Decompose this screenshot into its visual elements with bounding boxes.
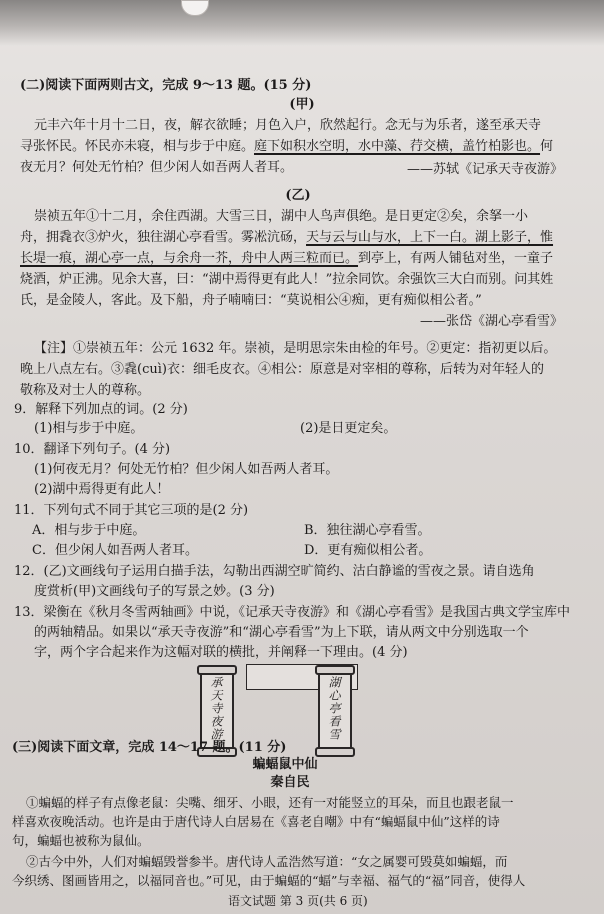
yi-line-1: 崇祯五年①十二月，余住西湖。大雪三日，湖中人鸟声俱绝。是日更定②矣，余拏一小 <box>34 209 529 224</box>
yi-underlined-part-2: 长堤一痕，湖心亭一点，与余舟一芥，舟中人两三粒而已。 <box>20 251 359 266</box>
jia-line-3: 夜无月？何处无竹柏？但少闲人如吾两人者耳。 <box>20 160 294 175</box>
q10-prompt: 10．翻译下列句子。(4 分) <box>14 442 171 457</box>
notes-line-2: 晚上八点左右。③毳(cuì)衣：细毛皮衣。④相公：原意是对宰相的尊称，后转为对年轻人的 <box>20 362 544 377</box>
p1-line-3: 句，蝙蝠也被称为鼠仙。 <box>12 833 150 848</box>
jia-line-1: 元丰六年十月十二日，夜，解衣欲睡；月色入户，欣然起行。念无与为乐者，遂至承天寺 <box>34 118 542 133</box>
jia-underlined-sentence: 庭下如积水空明，水中藻、荇交横，盖竹柏影也。 <box>254 139 541 154</box>
couplet-right-scroll <box>318 670 352 752</box>
q10-item-1: (1)何夜无月？何处无竹柏？但少闲人如吾两人者耳。 <box>34 462 339 477</box>
q9-item-2: (2)是日更定矣。 <box>300 421 397 436</box>
q13-line-1: 13．梁衡在《秋月冬雪两轴画》中说，《记承天寺夜游》和《湖心亭看雪》是我国古典文学宝库中 <box>14 605 571 620</box>
yi-line-5: 氏，是金陵人，客此。及下船，舟子喃喃曰：“莫说相公④痴，更有痴似相公者。” <box>20 293 482 308</box>
q11-prompt: 11．下列句式不同于其它三项的是(2 分) <box>14 503 249 518</box>
notes-line-3: 敬称及对士人的尊称。 <box>20 383 151 398</box>
q13-line-3: 字，两个字合起来作为这幅对联的横批，并阐释一下理由。(4 分) <box>34 645 408 660</box>
yi-source: ——张岱《湖心亭看雪》 <box>420 314 564 329</box>
article-author: 秦自民 <box>270 775 310 790</box>
yi-line-2: 舟，拥毳衣③炉火，独往湖心亭看雪。雾凇沆砀，天与云与山与水，上下一白。湖上影子，惟 <box>20 230 554 245</box>
scroll-cap <box>197 665 237 675</box>
q13-line-2: 的两轴精品。如果以“承天寺夜游”和“湖心亭看雪”为上下联，请从两文中分别选取一个 <box>34 625 529 640</box>
p1-line-1: ①蝙蝠的样子有点像老鼠：尖嘴、细牙、小眼，还有一对能竖立的耳朵，而且也跟老鼠一 <box>26 795 514 810</box>
yi-underlined-part-1: 天与云与山与水，上下一白。湖上影子，惟 <box>306 230 554 245</box>
couplet-left-text: 承天寺夜游 <box>209 676 223 741</box>
section3-heading: (三)阅读下面文章，完成 14～17 题。(11 分) <box>12 740 287 755</box>
yi-line-3: 长堤一痕，湖心亭一点，与余舟一芥，舟中人两三粒而已。到亭上，有两人铺毡对坐，一童子 <box>20 251 554 266</box>
scroll-cap <box>315 665 355 675</box>
q11-option-b: B．独往湖心亭看雪。 <box>304 523 431 538</box>
p1-line-2: 样喜欢夜晚活动。也许是由于唐代诗人白居易在《喜老自嘲》中有“蝙蝠鼠中仙”这样的诗 <box>12 814 500 829</box>
q9-item-1: (1)相与步于中庭。 <box>34 421 144 436</box>
p2-line-1: ②古今中外，人们对蝙蝠毁誉参半。唐代诗人孟浩然写道：“女之属婴可毁莫如蝙蝠，而 <box>26 854 508 869</box>
q10-item-2: (2)湖中焉得更有此人！ <box>34 482 170 497</box>
page-footer: 语文试题 第 3 页(共 6 页) <box>228 894 368 908</box>
yi-title: (乙) <box>285 188 311 203</box>
jia-line-2: 寻张怀民。怀民亦未寝，相与步于中庭。庭下如积水空明，水中藻、荇交横，盖竹柏影也。何 <box>20 139 554 154</box>
article-title: 蝙蝠鼠中仙 <box>252 757 318 772</box>
top-shadow <box>0 0 604 46</box>
q12-line-1: 12．(乙)文画线句子运用白描手法，勾勒出西湖空旷简约、沽白静谧的雪夜之景。请自选角 <box>14 564 535 579</box>
q11-option-a: A．相与步于中庭。 <box>32 523 146 538</box>
q9-prompt: 9．解释下列加点的词。(2 分) <box>14 402 188 417</box>
notes-line-1: 【注】①崇祯五年：公元 1632 年。崇祯，是明思宗朱由检的年号。②更定：指初更以后。 <box>34 341 557 356</box>
jia-title: (甲) <box>289 97 315 112</box>
q11-option-d: D．更有痴似相公者。 <box>304 543 432 558</box>
couplet-right-text: 湖心亭看雪 <box>327 676 341 741</box>
q11-option-c: C．但少闲人如吾两人者耳。 <box>32 543 198 558</box>
yi-line-4: 烧酒，炉正沸。见余大喜，曰：“湖中焉得更有此人！”拉余同饮。余强饮三大白而别。问其姓 <box>20 272 554 287</box>
q12-line-2: 度赏析(甲)文画线句子的写景之妙。(3 分) <box>34 584 275 599</box>
p2-line-2: 今织绣、图画皆用之，以福同音也。”可见，由于蝙蝠的“蝠”与幸福、福气的“福”同音，使得人 <box>12 873 526 888</box>
jia-source: ——苏轼《记承天寺夜游》 <box>407 162 564 177</box>
section2-heading: (二)阅读下面两则古文，完成 9～13 题。(15 分) <box>20 78 312 93</box>
